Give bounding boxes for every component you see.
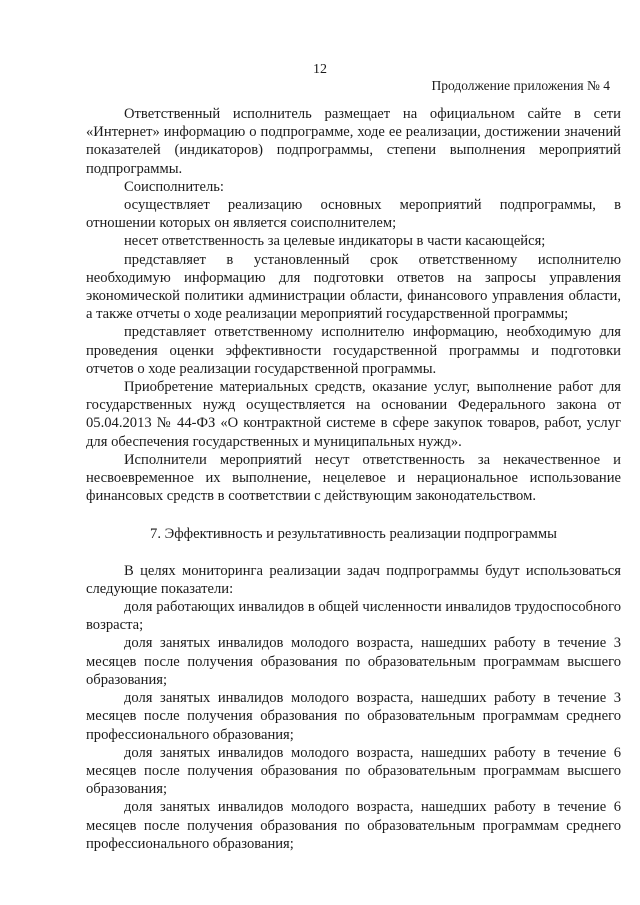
paragraph-co-executor-duty-1: осуществляет реализацию основных мероприятий подпрограммы, в отношении которых он является соисполнителем; (86, 197, 621, 232)
paragraph-co-executor-duty-3: представляет в установленный срок ответственному исполнителю необходимую информацию для подготовки ответов на запросы управления экономической политики администрации области, финансового управления области, а также отчеты о ходе реализации мероприятий государственной программы; (86, 251, 621, 323)
appendix-note: Продолжение приложения № 4 (431, 78, 610, 93)
indicator-item: доля занятых инвалидов молодого возраста, нашедших работу в течение 3 месяцев после получения образования по образовательным программам высшего образования; (86, 635, 621, 688)
paragraph-responsible-executor: Ответственный исполнитель размещает на официальном сайте в сети «Интернет» информацию о подпрограмме, ходе ее реализации, достижении значений показателей (индикаторов) подпрограммы, степени выполнения мероприятий подпрограммы. (86, 106, 621, 177)
indicator-item: доля занятых инвалидов молодого возраста, нашедших работу в течение 6 месяцев после получения образования по образовательным программам среднего профессионального образования; (86, 799, 621, 852)
paragraph-co-executor-duty-4: представляет ответственному исполнителю информацию, необходимую для проведения оценки эффективности государственной программы и подготовки отчетов о ходе реализации государственной программы. (86, 324, 621, 377)
page-number: 12 (313, 62, 327, 77)
indicator-item: доля занятых инвалидов молодого возраста, нашедших работу в течение 3 месяцев после получения образования по образовательным программам среднего профессионального образования; (86, 690, 621, 743)
paragraph-responsibility: Исполнители мероприятий несут ответственность за некачественное и несвоевременное их выполнение, нецелевое и нерациональное использование финансовых средств в соответствии с действующим законодательством. (86, 451, 621, 505)
paragraph-co-executor-duty-2: несет ответственность за целевые индикаторы в части касающейся; (124, 233, 546, 250)
indicator-item: доля работающих инвалидов в общей численности инвалидов трудоспособного возраста; (86, 599, 621, 634)
paragraph-monitoring-intro: В целях мониторинга реализации задач подпрограммы будут использоваться следующие показатели: (86, 562, 621, 597)
section-heading: 7. Эффективность и результативность реализации подпрограммы (150, 526, 557, 543)
indicator-item: доля занятых инвалидов молодого возраста, нашедших работу в течение 6 месяцев после получения образования по образовательным программам высшего образования; (86, 744, 621, 798)
document-body (86, 105, 621, 853)
paragraph-co-executor-label: Соисполнитель: (124, 178, 224, 195)
paragraph-procurement: Приобретение материальных средств, оказание услуг, выполнение работ для государственных нужд осуществляется на основании Федерального закона от 05.04.2013 № 44-ФЗ «О контрактной системе в сфере закупок товаров, работ, услуг для обеспечения государственных и муниципальных нужд». (86, 379, 621, 450)
